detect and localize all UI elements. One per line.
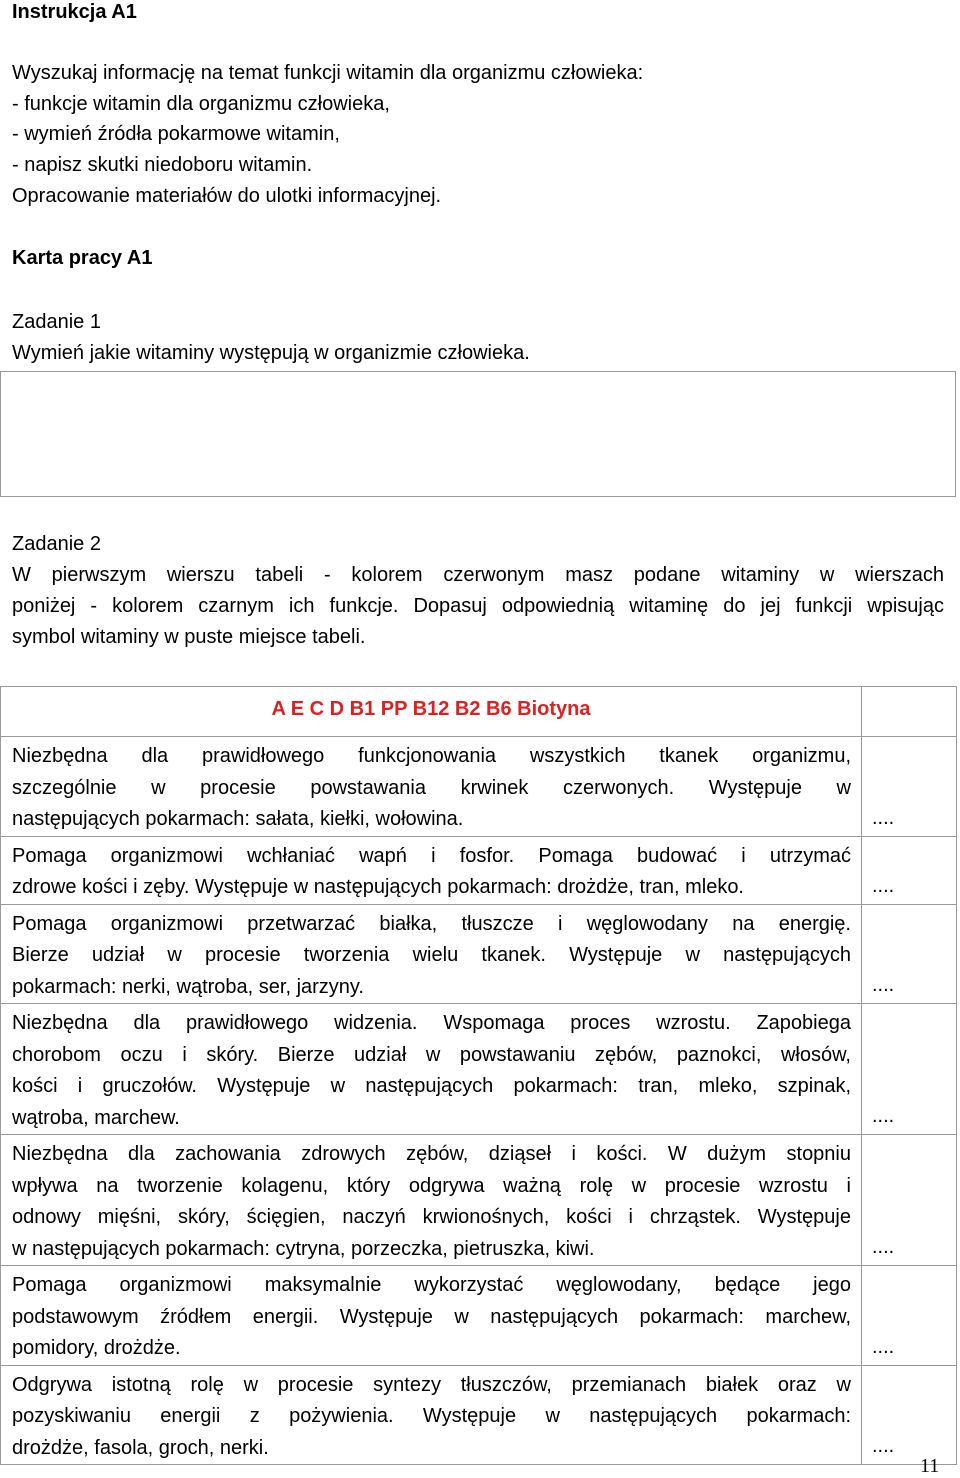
task2-title: Zadanie 2 [12,533,101,555]
instruction-bullet: - napisz skutki niedoboru witamin. [12,154,313,176]
description-line: pomidory, drożdże. [12,1337,181,1359]
function-description-cell [1,904,862,1004]
task2-line2a: poniżej - kolorem czarnym ich funkcje. [12,595,414,617]
function-description-cell [1,836,862,904]
task2-line [12,594,944,618]
table-row [1,1004,957,1135]
vitamin-answer-cell[interactable]: .... [862,737,957,837]
vitamin-answer-cell[interactable]: .... [862,1266,957,1366]
vitamin-answer-cell[interactable]: .... [862,836,957,904]
instruction-bullet: - funkcje witamin dla organizmu człowieka, [12,93,390,115]
table-row [1,904,957,1004]
task2-line: W pierwszym wierszu tabeli - kolorem czerwonym masz podane witaminy w wierszach [12,564,944,586]
description-line: Niezbędna dla prawidłowego funkcjonowania wszystkich tkanek organizmu, [12,745,851,767]
vitamins-table [0,686,956,1465]
vitamin-list-cell: A E C D B1 PP B12 B2 B6 Biotyna [1,687,862,737]
vitamin-answer-cell[interactable]: .... [862,1004,957,1135]
description-line: wpływa na tworzenie kolagenu, który odgrywa ważną rolę w procesie wzrostu i [12,1174,851,1197]
description-line: Niezbędna dla prawidłowego widzenia. Wspomaga proces wzrostu. Zapobiega [12,1012,851,1034]
description-line: Pomaga organizmowi wchłaniać wapń i fosfor. Pomaga budować i utrzymać [12,844,851,867]
worksheet-title: Karta pracy A1 [12,247,153,269]
description-line: wątroba, marchew. [12,1106,180,1129]
instruction-outro: Opracowanie materiałów do ulotki informacyjnej. [12,185,442,207]
description-line: odnowy mięśni, skóry, ścięgien, naczyń krwionośnych, kości i chrząstek. Występuje [12,1206,851,1228]
description-line: Pomaga organizmowi przetwarzać białka, tłuszcze i węglowodany na energię. [12,912,851,935]
description-line: chorobom oczu i skóry. Bierze udział w powstawaniu zębów, paznokci, włosów, [12,1043,851,1066]
instruction-title: Instrukcja A1 [12,1,137,23]
table-row [1,737,957,837]
description-line: szczególnie w procesie powstawania krwinek czerwonych. Występuje w [12,776,851,799]
function-description-cell [1,1004,862,1135]
description-line: w następujących pokarmach: cytryna, porzeczka, pietruszka, kiwi. [12,1237,595,1260]
description-line: zdrowe kości i zęby. Występuje w następujących pokarmach: drożdże, tran, mleko. [12,876,744,898]
instruction-intro: Wyszukaj informację na temat funkcji witamin dla organizmu człowieka: [12,62,644,84]
vitamin-answer-cell[interactable]: .... [862,904,957,1004]
task2-line: symbol witaminy w puste miejsce tabeli. [12,626,366,648]
description-line: Niezbędna dla zachowania zdrowych zębów, dziąseł i kości. W dużym stopniu [12,1143,851,1165]
description-line: Odgrywa istotną rolę w procesie syntezy tłuszczów, przemianach białek oraz w [12,1373,851,1396]
description-line: podstawowym źródłem energii. Występuje w następujących pokarmach: marchew, [12,1305,851,1328]
description-line: pokarmach: nerki, wątroba, ser, jarzyny. [12,975,364,998]
function-description-cell [1,1135,862,1266]
vitamin-answer-cell[interactable]: .... [862,1135,957,1266]
function-description-cell [1,1365,862,1465]
table-row [1,836,957,904]
table-row [1,1365,957,1465]
description-line: drożdże, fasola, groch, nerki. [12,1436,269,1459]
function-description-cell [1,1266,862,1366]
vitamin-answer-cell[interactable]: .... [862,1365,957,1465]
table-header-row [1,687,957,737]
description-line: Pomaga organizmowi maksymalnie wykorzystać węglowodany, będące jego [12,1274,851,1296]
task1-answer-box[interactable] [0,371,956,497]
instruction-bullet: - wymień źródła pokarmowe witamin, [12,123,340,145]
description-line: kości i gruczołów. Występuje w następujących pokarmach: tran, mleko, szpinak, [12,1075,851,1097]
page-number: 11 [920,1455,940,1477]
description-line: pozyskiwaniu energii z pożywienia. Występuje w następujących pokarmach: [12,1405,851,1427]
task1-title: Zadanie 1 [12,311,101,333]
task2-line2b: Dopasuj odpowiednią witaminę do jej funkcji wpisując [413,595,944,617]
task1-text: Wymień jakie witaminy występują w organizmie człowieka. [12,342,530,364]
description-line: Bierze udział w procesie tworzenia wielu tkanek. Występuje w następujących [12,944,851,966]
table-row [1,1266,957,1366]
function-description-cell [1,737,862,837]
header-empty-cell [862,687,957,737]
table-row [1,1135,957,1266]
description-line: następujących pokarmach: sałata, kiełki, wołowina. [12,808,464,830]
